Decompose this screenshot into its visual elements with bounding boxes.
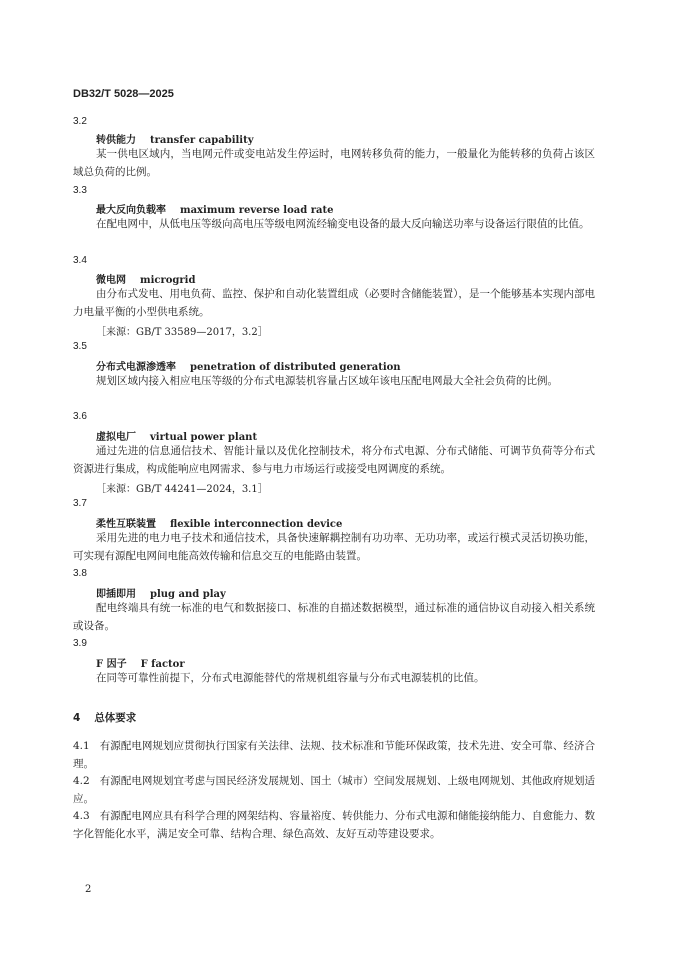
clause-number: 4.3 (73, 810, 90, 822)
clause-number: 4.2 (73, 775, 90, 787)
term-zh: 转供能力 (96, 135, 136, 146)
term-en: penetration of distributed generation (190, 362, 401, 373)
term-title (96, 585, 226, 600)
requirement-clause (73, 773, 595, 808)
term-number: 3.2 (73, 116, 87, 127)
term-zh: F 因子 (96, 659, 127, 670)
section-heading (73, 710, 136, 725)
term-en: virtual power plant (150, 432, 258, 443)
clause-number: 4.1 (73, 740, 90, 752)
term-zh: 最大反向负载率 (96, 205, 166, 216)
term-definition: 在同等可靠性前提下，分布式电源能替代的常规机组容量与分布式电源装机的比值。 (96, 672, 485, 684)
term-definition: 采用先进的电力电子技术和通信技术，具备快速解耦控制有功功率、无功功率，或运行模式灵活切换功能，可实现有源配电网间电能高效传输和信息交互的电能路由装置。 (73, 532, 595, 562)
section-title: 总体要求 (94, 712, 137, 724)
page-number: 2 (85, 884, 92, 895)
term-definition: 规划区域内接入相应电压等级的分布式电源装机容量占区域年该电压配电网最大全社会负荷的比例。 (96, 375, 558, 387)
term-definition: 在配电网中，从低电压等级向高电压等级电网流经输变电设备的最大反向输送功率与设备运行限值的比值。 (96, 218, 590, 230)
clause-text: 有源配电网规划应贯彻执行国家有关法律、法规、技术标准和节能环保政策，技术先进、安全可靠、经济合理。 (73, 740, 595, 770)
term-title (96, 655, 185, 670)
term-en: maximum reverse load rate (180, 205, 334, 216)
term-en: F factor (140, 659, 185, 670)
term-en: plug and play (150, 589, 226, 600)
requirement-clause (73, 738, 595, 773)
term-zh: 柔性互联装置 (96, 519, 156, 530)
term-number: 3.7 (73, 498, 87, 509)
term-title (96, 271, 195, 286)
term-title (96, 428, 257, 443)
clause-text: 有源配电网应具有科学合理的网架结构、容量裕度、转供能力、分布式电源和储能接纳能力、自愈能力、数字化智能化水平，满足安全可靠、结构合理、绿色高效、友好互动等建设要求。 (73, 810, 595, 840)
term-zh: 微电网 (96, 275, 126, 286)
term-number: 3.6 (73, 411, 87, 422)
term-title (96, 358, 401, 373)
term-number: 3.5 (73, 341, 87, 352)
term-definition: 通过先进的信息通信技术、智能计量以及优化控制技术，将分布式电源、分布式储能、可调节负荷等分布式资源进行集成，构成能响应电网需求、参与电力市场运行或接受电网调度的系统。 (73, 445, 595, 475)
term-zh: 虚拟电厂 (96, 432, 136, 443)
term-zh: 分布式电源渗透率 (96, 362, 176, 373)
requirement-clause (73, 808, 595, 843)
term-definition: 由分布式发电、用电负荷、监控、保护和自动化装置组成（必要时含储能装置），是一个能够基本实现内部电力电量平衡的小型供电系统。 (73, 288, 595, 318)
term-title (96, 201, 333, 216)
standard-header: DB32/T 5028—2025 (73, 88, 174, 100)
term-number: 3.3 (73, 185, 87, 196)
term-zh: 即插即用 (96, 589, 136, 600)
term-number: 3.4 (73, 255, 87, 266)
term-en: microgrid (140, 275, 196, 286)
term-number: 3.9 (73, 638, 87, 649)
term-definition: 配电终端具有统一标准的电气和数据接口、标准的自描述数据模型，通过标准的通信协议自动接入相关系统或设备。 (73, 602, 595, 632)
section-number: 4 (73, 712, 81, 724)
term-number: 3.8 (73, 568, 87, 579)
term-source: ［来源：GB/T 33589—2017，3.2］ (96, 327, 268, 338)
term-en: transfer capability (150, 135, 254, 146)
term-en: flexible interconnection device (170, 519, 343, 530)
clause-text: 有源配电网规划宜考虑与国民经济发展规划、国土（城市）空间发展规划、上级电网规划、其他政府规划适应。 (73, 775, 595, 805)
term-source: ［来源：GB/T 44241—2024，3.1］ (96, 484, 268, 495)
term-definition: 某一供电区域内，当电网元件或变电站发生停运时，电网转移负荷的能力，一般量化为能转移的负荷占该区域总负荷的比例。 (73, 148, 595, 178)
term-title (96, 515, 342, 530)
term-title (96, 131, 254, 146)
